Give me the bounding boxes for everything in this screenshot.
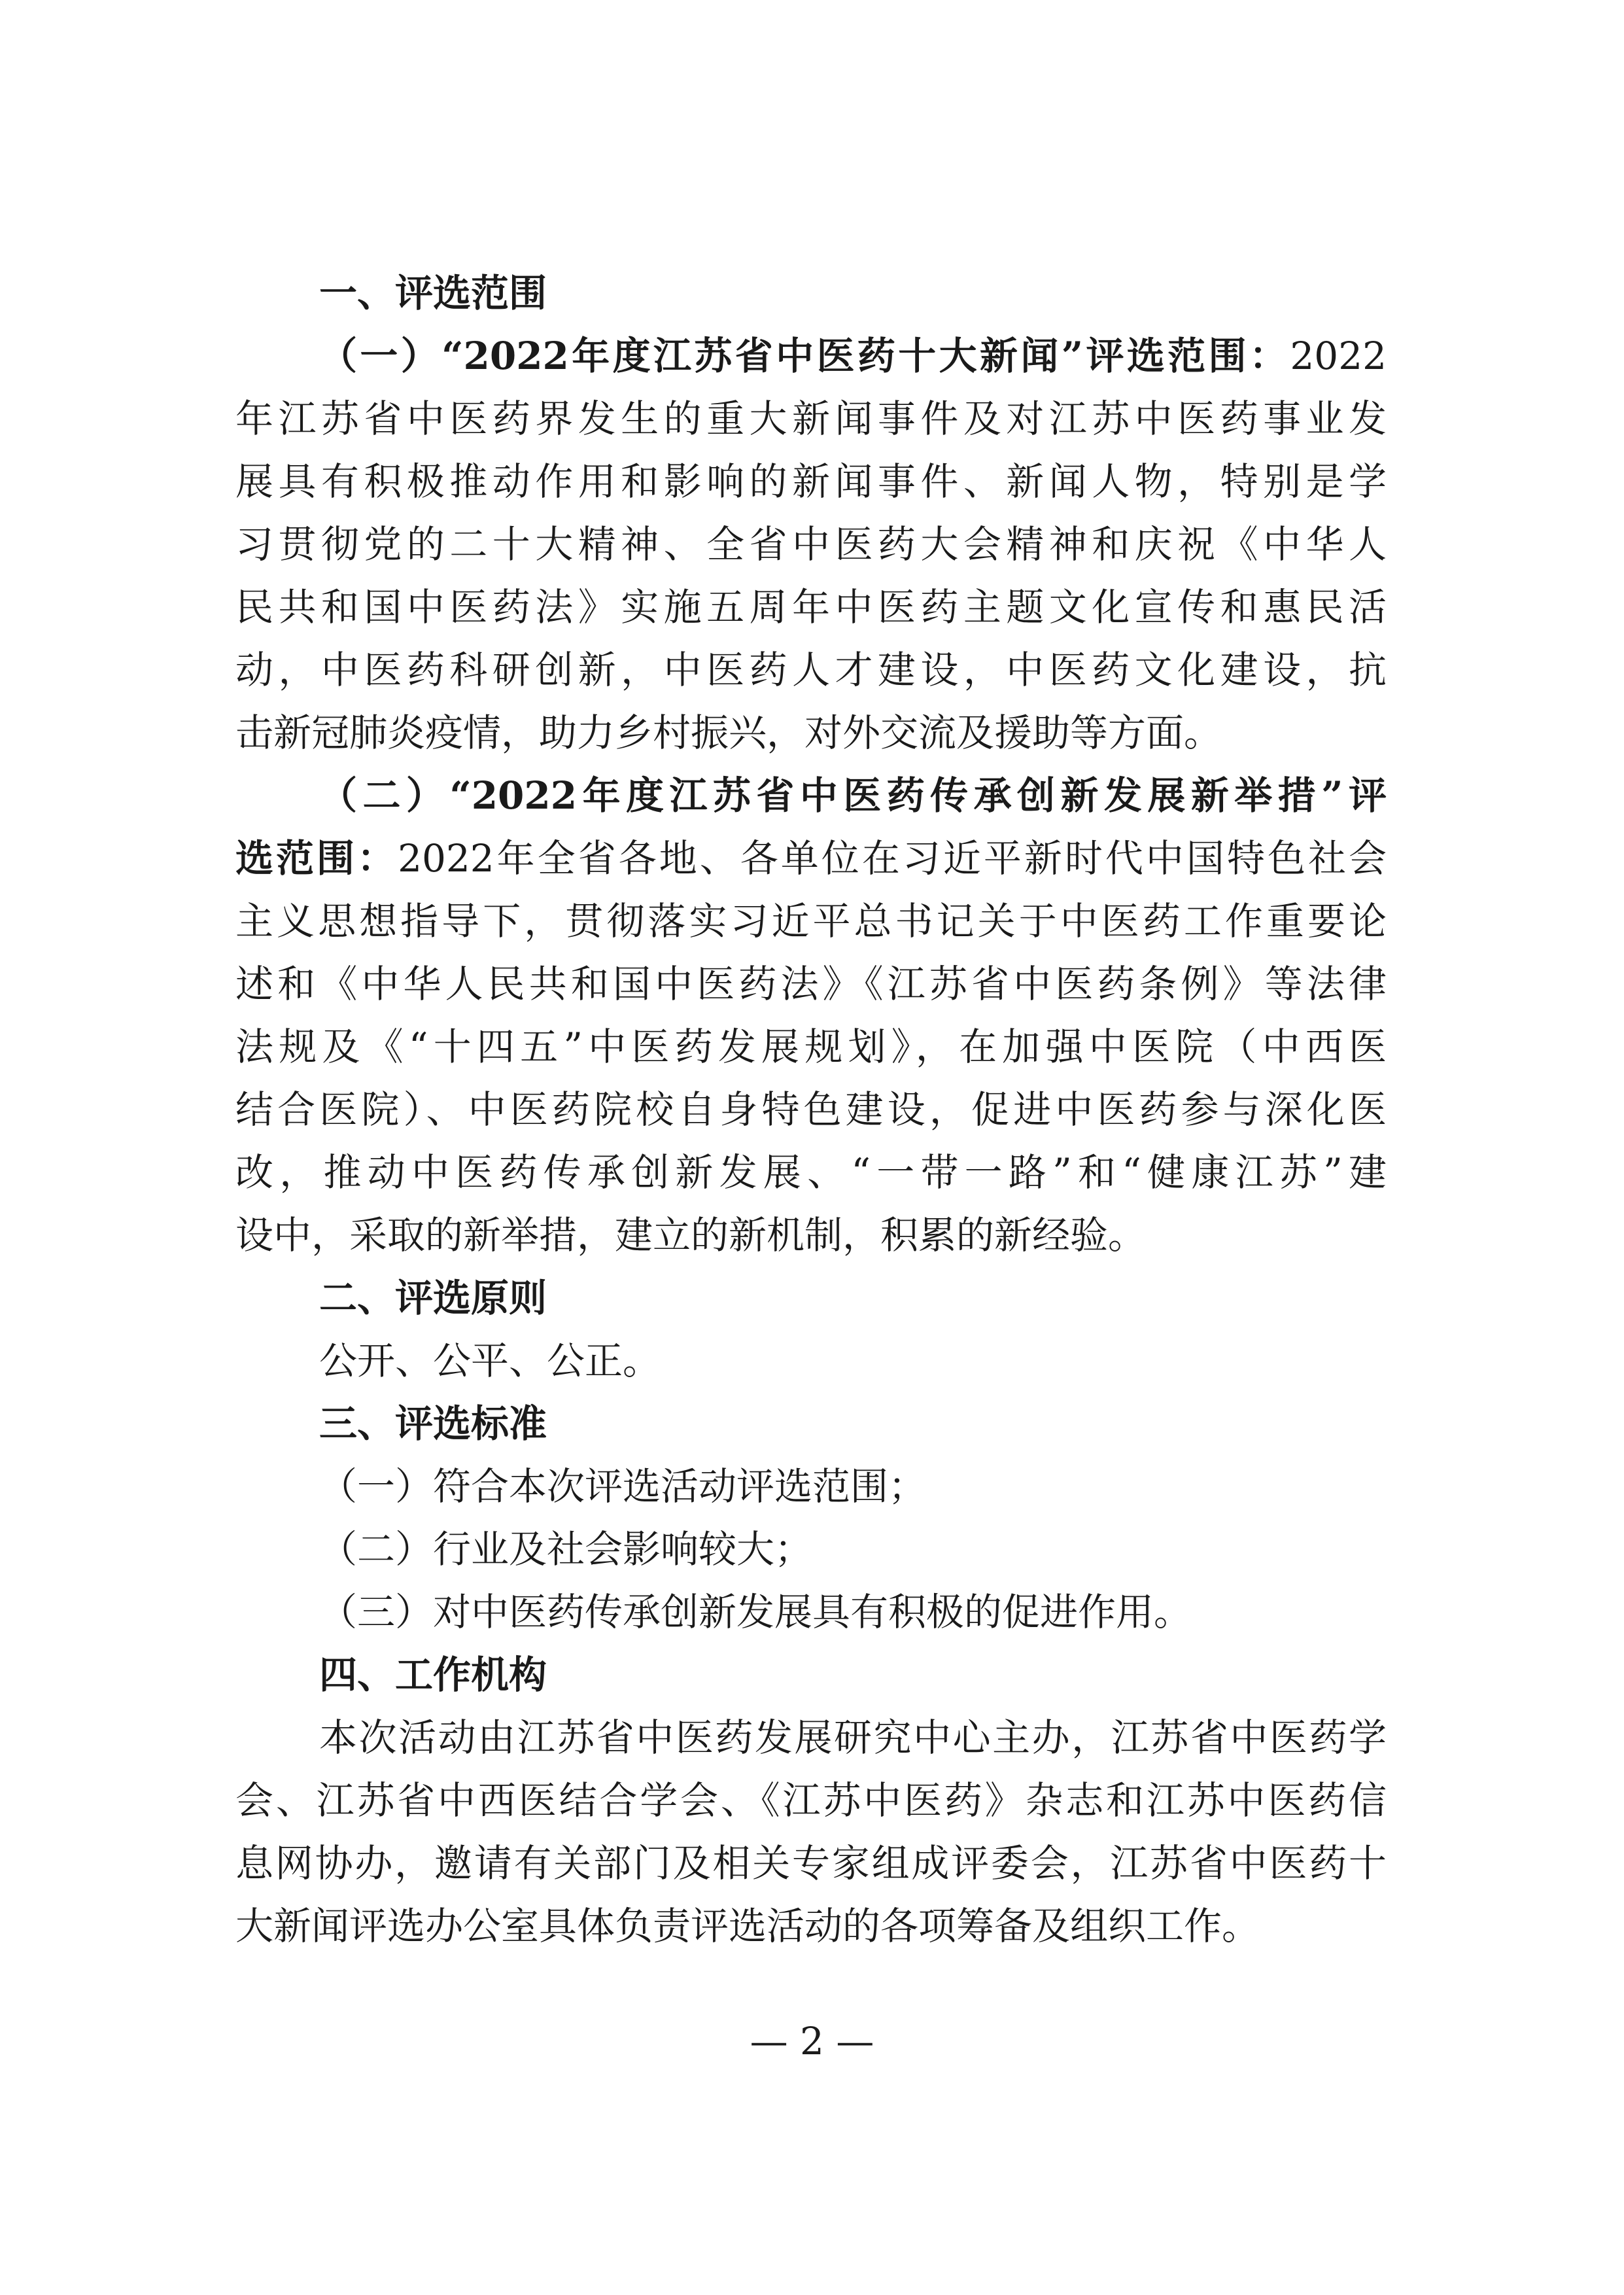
paragraph-line: 习贯彻党的二十大精神、全省中医药大会精神和庆祝《中华人 (235, 522, 1387, 567)
paragraph-line: 息网协办，邀请有关部门及相关专家组成评委会，江苏省中医药十 (235, 1841, 1387, 1885)
item-lead-rest: 2022 (1290, 334, 1387, 378)
section-heading-scope: 一、评选范围 (319, 271, 547, 315)
paragraph-line: 击新冠肺炎疫情，助力乡村振兴，对外交流及援助等方面。 (235, 710, 1222, 755)
item-lead-bold: （二）“2022年度江苏省中医药传承创新发展新举措”评 (319, 773, 1387, 818)
criteria-item: （二）行业及社会影响较大； (319, 1527, 813, 1571)
paragraph-line: 动，中医药科研创新，中医药人才建设，中医药文化建设，抗 (235, 648, 1387, 692)
paragraph-line: 公开、公平、公正。 (319, 1339, 661, 1383)
paragraph-line: 结合医院）、中医药院校自身特色建设，促进中医药参与深化医 (235, 1087, 1387, 1132)
document-body (235, 262, 1387, 1957)
item-lead-rest: 2022年全省各地、各单位在习近平新时代中国特色社会 (398, 836, 1387, 881)
paragraph-line: 本次活动由江苏省中医药发展研究中心主办，江苏省中医药学 (319, 1715, 1387, 1760)
paragraph-line: 改，推动中医药传承创新发展、“一带一路”和“健康江苏”建 (235, 1150, 1387, 1195)
paragraph-line: 法规及《“十四五”中医药发展规划》，在加强中医院（中西医 (235, 1025, 1387, 1069)
paragraph-line: 大新闻评选办公室具体负责评选活动的各项筹备及组织工作。 (235, 1904, 1260, 1948)
criteria-item: （三）对中医药传承创新发展具有积极的促进作用。 (319, 1590, 1192, 1634)
paragraph-line: 主义思想指导下，贯彻落实习近平总书记关于中医药工作重要论 (235, 899, 1387, 943)
paragraph-line: 设中，采取的新举措，建立的新机制，积累的新经验。 (235, 1213, 1147, 1257)
paragraph-line (235, 827, 1387, 890)
criteria-item: （一）符合本次评选活动评选范围； (319, 1464, 927, 1509)
paragraph-line: 述和《中华人民共和国中医药法》《江苏省中医药条例》等法律 (235, 962, 1387, 1006)
paragraph-line (235, 324, 1387, 387)
section-heading-criteria: 三、评选标准 (319, 1401, 547, 1446)
item-lead-bold: （一）“2022年度江苏省中医药十大新闻”评选范围： (319, 334, 1290, 378)
item-lead-bold: 选范围： (235, 836, 398, 881)
paragraph-line: 民共和国中医药法》实施五周年中医药主题文化宣传和惠民活 (235, 585, 1387, 629)
paragraph-line: 会、江苏省中西医结合学会、《江苏中医药》杂志和江苏中医药信 (235, 1778, 1387, 1823)
section-heading-principles: 二、评选原则 (319, 1276, 547, 1320)
page-number: — 2 — (750, 2019, 874, 2063)
paragraph-line: 年江苏省中医药界发生的重大新闻事件及对江苏中医药事业发 (235, 396, 1387, 441)
section-heading-organization: 四、工作机构 (319, 1653, 547, 1697)
paragraph-line: 展具有积极推动作用和影响的新闻事件、新闻人物，特别是学 (235, 459, 1387, 504)
